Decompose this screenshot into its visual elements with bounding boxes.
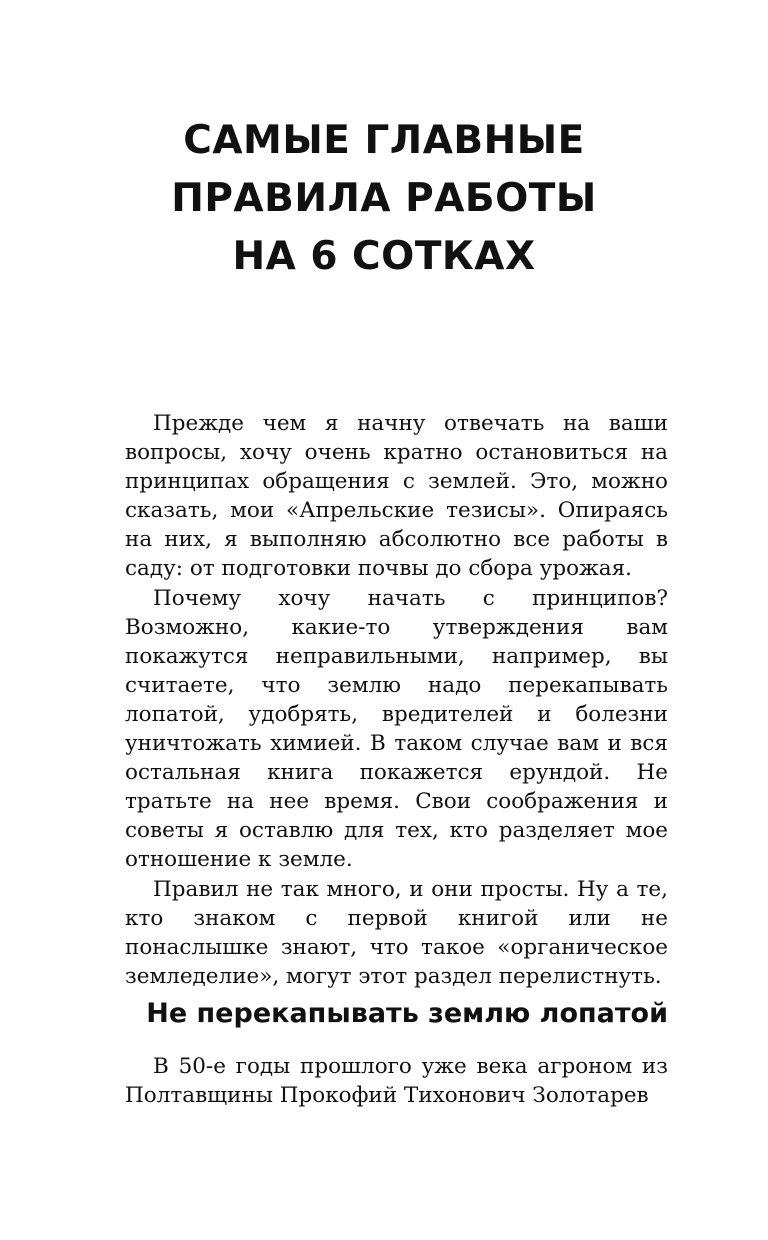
- paragraph: Прежде чем я начну отвечать на ваши вопросы, хочу очень кратно остановиться на принципах обращения с землей. Это, можно сказать, мои «Апрельские тезисы». Опираясь на них, я выполняю абсолютно все работы в саду: от подготовки почвы до сбора урожая.: [125, 411, 668, 582]
- chapter-title-line: НА 6 СОТКАХ: [232, 234, 536, 279]
- intro-text: [125, 409, 668, 991]
- paragraph: В 50-е годы прошлого уже века агроном из Полтавщины Прокофий Тихонович Золотарев: [125, 1054, 668, 1109]
- paragraph: Почему хочу начать с принципов? Возможно, какие-то утверждения вам покажутся неправильными, например, вы считаете, что землю надо перекапывать лопатой, удобрять, вредителей и болезни уничтожать химией. В таком случае вам и вся остальная книга покажется ерундой. Не тратьте на нее время. Свои соображения и советы я оставлю для тех, кто разделяет мое отношение к земле.: [125, 585, 668, 873]
- section-text: [125, 1052, 668, 1110]
- chapter-title-line: САМЫЕ ГЛАВНЫЕ: [183, 118, 585, 163]
- chapter-title-line: ПРАВИЛА РАБОТЫ: [171, 176, 597, 221]
- chapter-title: [0, 112, 768, 286]
- paragraph: Правил не так много, и они просты. Ну а те, кто знаком с первой книгой или не понаслышке знают, что такое «органическое земледелие», могут этот раздел перелистнуть.: [125, 876, 668, 989]
- section-heading: Не перекапывать землю лопатой: [146, 998, 668, 1029]
